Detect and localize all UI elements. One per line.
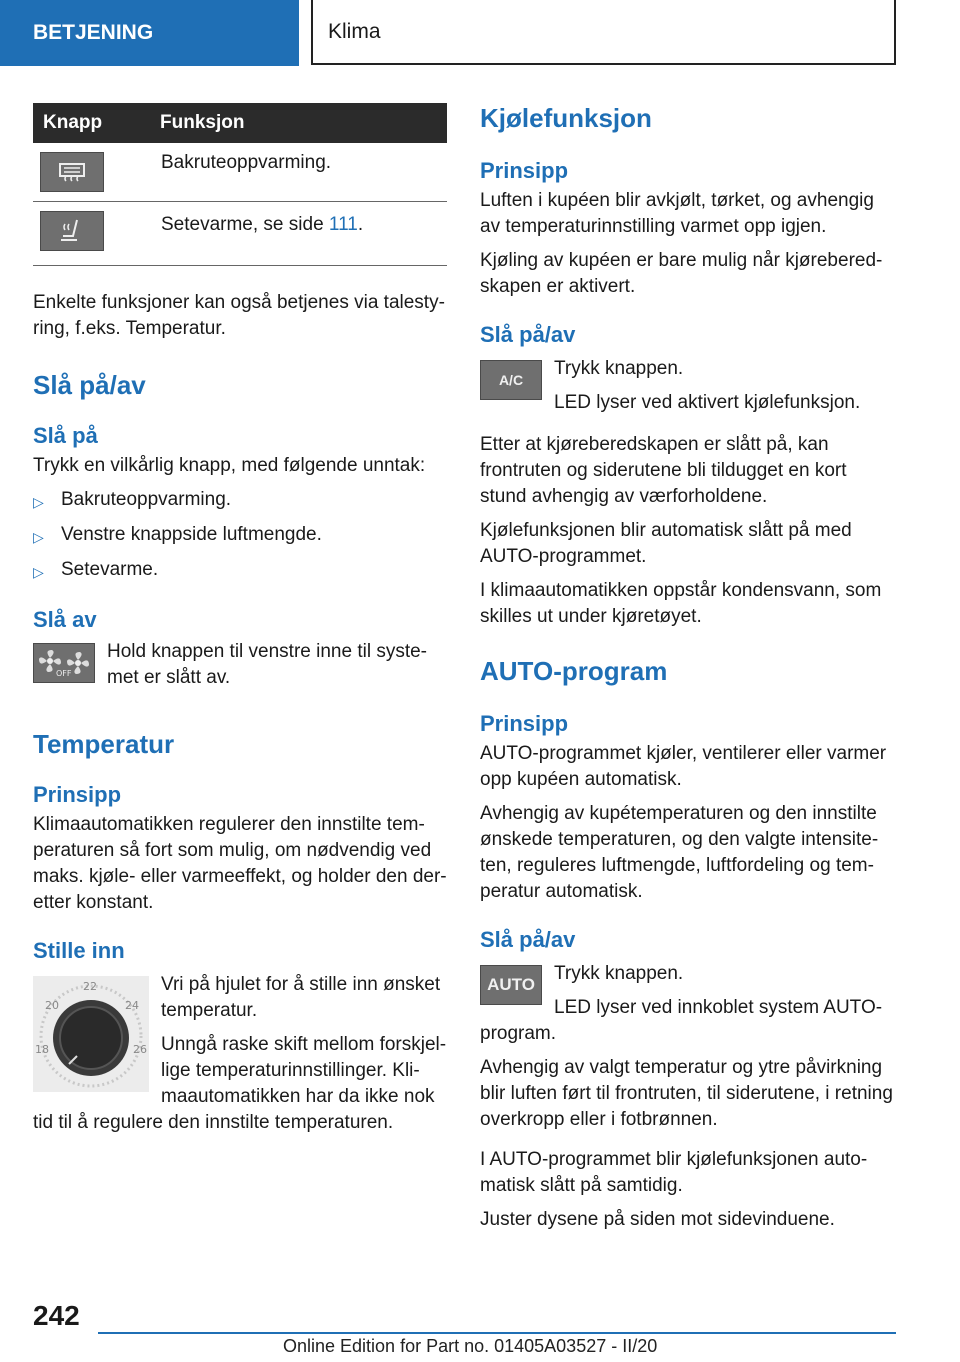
- set-block: [33, 972, 447, 1144]
- cooling-p5: I klimaautomatikken oppstår kondensvann, som skilles ut under kjøretøyet.: [480, 580, 882, 627]
- dial-label: 24: [125, 999, 139, 1012]
- dial-label: 22: [83, 980, 97, 993]
- set-text-1: Vri på hjulet for å stille inn ønsket temperatur.: [161, 974, 441, 1021]
- cooling-onoff-heading: Slå på/av: [480, 322, 576, 347]
- auto-heading: AUTO-program: [480, 656, 668, 686]
- triangle-bullet-icon: ▷: [33, 494, 44, 510]
- set-heading: Stille inn: [33, 938, 125, 963]
- off-heading: Slå av: [33, 607, 97, 632]
- on-text: Trykk en vilkårlig knapp, med følgende unntak:: [33, 455, 426, 476]
- left-column: [33, 103, 447, 1144]
- ac-button-icon: A/C: [480, 360, 542, 400]
- table-row: [33, 143, 447, 202]
- right-column: [480, 103, 894, 1241]
- principle-heading: Prinsipp: [33, 782, 122, 807]
- intro-text: Enkelte funksjoner kan også betjenes via talestyring, f.eks. Temperatur.: [33, 292, 445, 339]
- auto-text-2: LED lyser ved innkoblet system AUTO-program.: [480, 997, 883, 1044]
- table-cell-suffix: .: [357, 214, 364, 235]
- rear-defrost-icon: [40, 152, 104, 192]
- cooling-principle-p1: Luften i kupéen blir avkjølt, tørket, og avhengig av temperaturinnstilling varmet opp igjen.: [480, 190, 874, 237]
- footer-divider: [98, 1332, 896, 1334]
- table-header-function: Funksjon: [160, 103, 447, 143]
- temperature-dial[interactable]: [33, 976, 149, 1092]
- principle-text: Klimaautomatikken regulerer den innstilte temperaturen så fort som mulig, om nødvendig ved maks. kjøle- eller varmeeffekt, og holder den deretter konstant.: [33, 814, 447, 913]
- fan-off-icon: [33, 643, 95, 683]
- set-text-2: Unngå raske skift mellom forskjellige temperaturinnstillinger. Klimaautomatikken har da ikke nok tid til å regulere den innstilte temperaturen.: [33, 1034, 447, 1133]
- ac-block: [480, 356, 894, 424]
- table-row: [33, 202, 447, 266]
- table-cell-text: Setevarme, se side: [161, 214, 329, 235]
- page-link-111[interactable]: 111: [328, 214, 358, 235]
- seat-heating-icon: [40, 211, 104, 251]
- list-item: ▷ Venstre knappside luftmengde.: [33, 522, 447, 550]
- dial-label: 20: [45, 999, 59, 1012]
- auto-block: [480, 961, 894, 1047]
- page-number: 242: [33, 1300, 80, 1331]
- triangle-bullet-icon: ▷: [33, 529, 44, 545]
- svg-text:OFF: OFF: [56, 669, 72, 678]
- table-header-button: Knapp: [33, 103, 160, 143]
- cooling-p3: Etter at kjøreberedskapen er slått på, kan frontruten og siderutene bli tildugget en kort stund avhengig av værforholdene.: [480, 434, 847, 507]
- ac-text-1: Trykk knappen.: [554, 358, 684, 379]
- auto-p4: I AUTO-programmet blir kjølefunksjonen automatisk slått på samtidig.: [480, 1149, 868, 1196]
- list-item: ▷ Bakruteoppvarming.: [33, 487, 447, 515]
- cooling-principle-p2: Kjøling av kupéen er bare mulig når kjøreberedskapen er aktivert.: [480, 250, 883, 297]
- auto-p5: Juster dysene på siden mot sidevinduene.: [480, 1209, 835, 1230]
- button-function-table: [33, 103, 447, 266]
- ac-text-2: LED lyser ved aktivert kjølefunksjon.: [554, 392, 861, 413]
- temperature-heading: Temperatur: [33, 729, 175, 759]
- dial-label: 18: [35, 1043, 49, 1056]
- auto-principle-heading: Prinsipp: [480, 711, 569, 736]
- section-tab: BETJENING: [0, 0, 299, 66]
- cooling-principle-heading: Prinsipp: [480, 158, 569, 183]
- off-block: [33, 639, 447, 699]
- edition-text: Online Edition for Part no. 01405A03527 - II/20: [283, 1336, 658, 1356]
- triangle-bullet-icon: ▷: [33, 564, 44, 580]
- dial-label: 26: [133, 1043, 147, 1056]
- list-item: ▷ Setevarme.: [33, 557, 447, 585]
- auto-onoff-heading: Slå på/av: [480, 927, 576, 952]
- chapter-title: Klima: [311, 0, 896, 65]
- auto-p3: Avhengig av valgt temperatur og ytre påvirkning blir luften ført til frontruten, til siderutene, i retning overkropp eller i fotbrønnen.: [480, 1057, 893, 1130]
- off-text: Hold knappen til venstre inne til systemet er slått av.: [107, 641, 427, 688]
- onoff-heading: Slå på/av: [33, 370, 146, 400]
- auto-p1: AUTO-programmet kjøler, ventilerer eller varmer opp kupéen automatisk.: [480, 743, 887, 790]
- cooling-p4: Kjølefunksjonen blir automatisk slått på med AUTO-programmet.: [480, 520, 852, 567]
- auto-text-1: Trykk knappen.: [554, 963, 684, 984]
- table-cell-text: Bakruteoppvarming.: [161, 152, 332, 173]
- auto-p2: Avhengig av kupétemperaturen og den innstilte ønskede temperaturen, og den valgte intensiteten, reguleres luftmengde, luftfordeling og temperatur automatisk.: [480, 803, 879, 902]
- on-heading: Slå på: [33, 423, 98, 448]
- exceptions-list: [33, 487, 447, 585]
- auto-button-icon: AUTO: [480, 965, 542, 1005]
- cooling-heading: Kjølefunksjon: [480, 103, 652, 133]
